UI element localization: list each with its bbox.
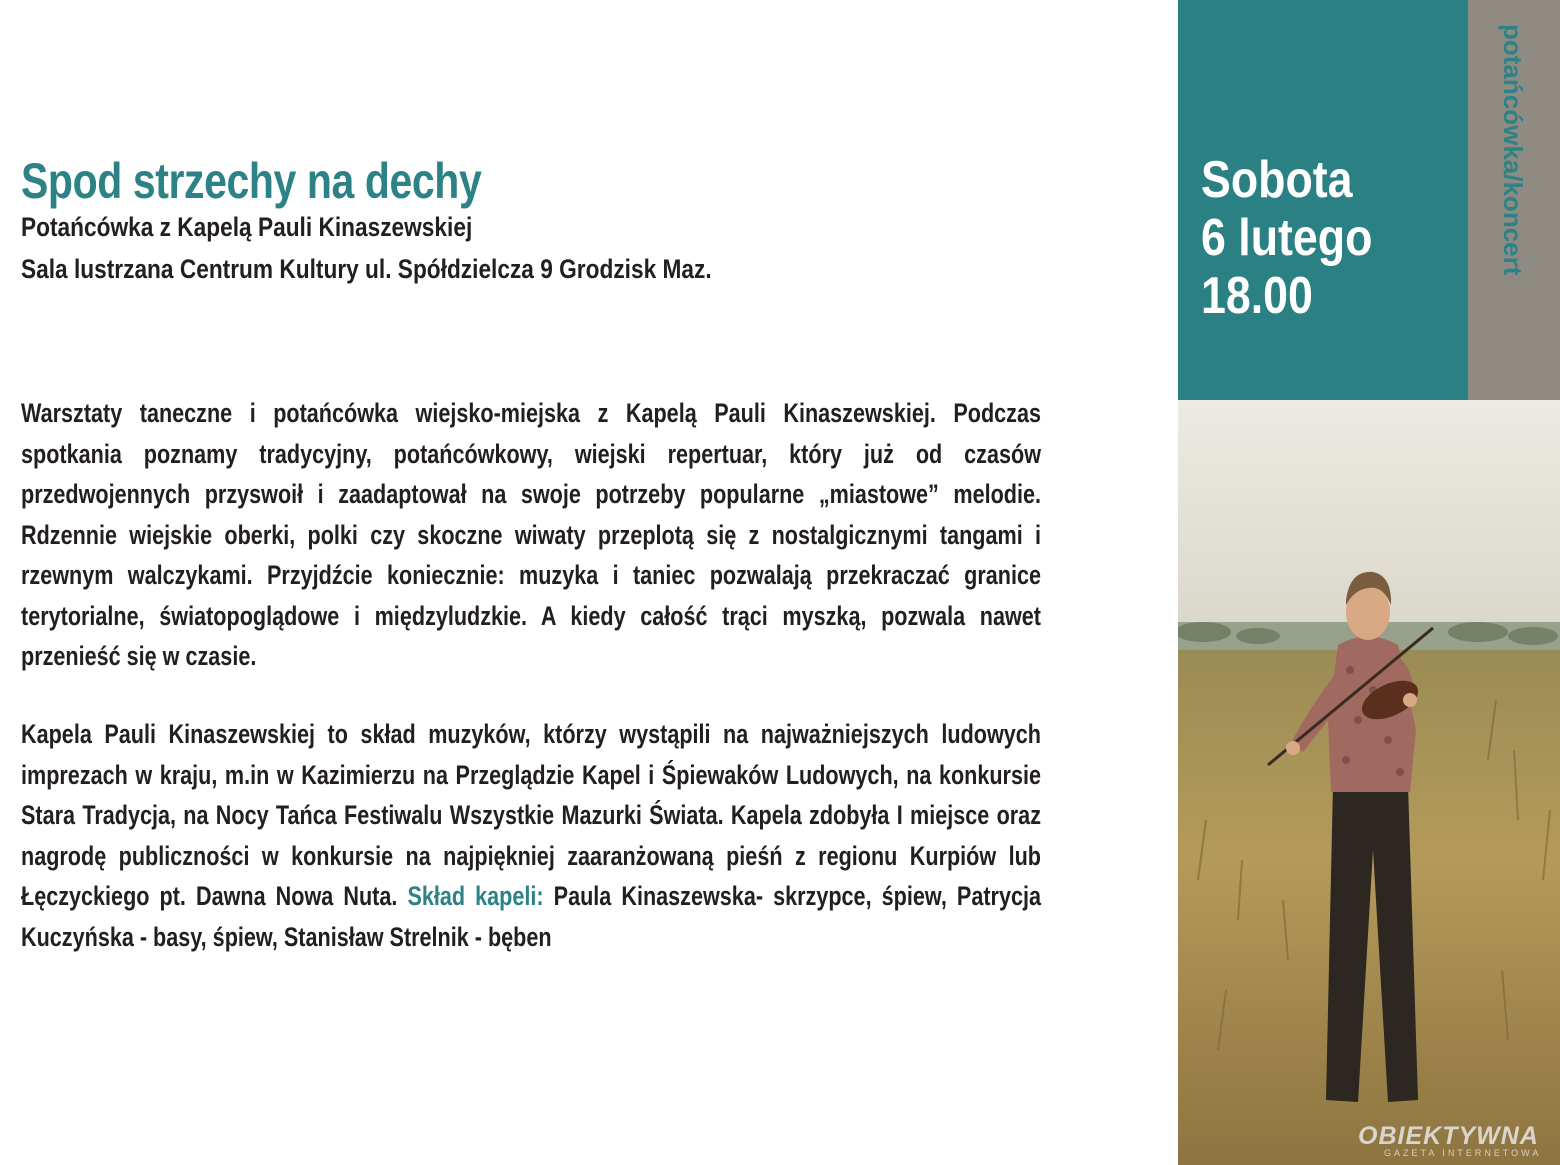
violinist-photo bbox=[1178, 400, 1560, 1165]
event-day: Sobota bbox=[1201, 151, 1353, 209]
date-block bbox=[1178, 0, 1468, 400]
event-subtitle: Potańcówka z Kapelą Pauli Kinaszewskiej bbox=[21, 212, 473, 242]
event-time: 18.00 bbox=[1201, 267, 1313, 325]
lineup-label: Skład kapeli: bbox=[407, 881, 544, 911]
event-location: Sala lustrzana Centrum Kultury ul. Spółdzielcza 9 Grodzisk Maz. bbox=[21, 254, 712, 284]
watermark-logo: OBIEKTYWNA bbox=[1358, 1122, 1539, 1150]
band-paragraph: Kapela Pauli Kinaszewskiej to skład muzyków, którzy wystąpili na najważniejszych ludowych imprezach w kraju, m.in w Kazimierzu na Przeglądzie Kapel i Śpiewaków Ludowych, na konkursie Stara Tradycja, na Nocy Tańca Festiwalu Wszystkie Mazurki Świata. Kapela zdobyła I miejsce oraz nagrodę publiczności w konkursie na najpiękniej zaaranżowaną pieśń z regionu Kurpiów lub Łęczyckiego pt. Dawna Nowa Nuta. bbox=[21, 719, 1041, 911]
photo-illustration bbox=[1178, 400, 1560, 1165]
watermark-subtitle: GAZETA INTERNETOWA bbox=[1384, 1148, 1542, 1158]
band-description bbox=[21, 714, 1041, 957]
side-panel bbox=[1178, 0, 1560, 1165]
event-date: 6 lutego bbox=[1201, 209, 1373, 267]
category-label: potańcówka/koncert bbox=[1498, 24, 1528, 276]
lineup-text: Paula Kinaszewska- skrzypce, śpiew, Patrycja Kuczyńska - basy, śpiew, Stanisław Strelnik - bęben bbox=[21, 881, 1041, 952]
description-paragraph: Warsztaty taneczne i potańcówka wiejsko-miejska z Kapelą Pauli Kinaszewskiej. Podczas spotkania poznamy tradycyjny, potańcówkowy, wiejski repertuar, który już od czasów przedwojennych przyswoił i zaadaptował na swoje potrzeby popularne „miastowe” melodie. Rdzennie wiejskie oberki, polki czy skoczne wiwaty przeplotą się z nostalgicznymi tangami i rzewnym walczykami. Przyjdźcie koniecznie: muzyka i taniec pozwalają przekraczać granice terytorialne, światopoglądowe i międzyludzkie. A kiedy całość trąci myszką, pozwala nawet przenieść się w czasie. bbox=[21, 398, 1041, 671]
event-title: Spod strzechy na dechy bbox=[21, 153, 482, 209]
